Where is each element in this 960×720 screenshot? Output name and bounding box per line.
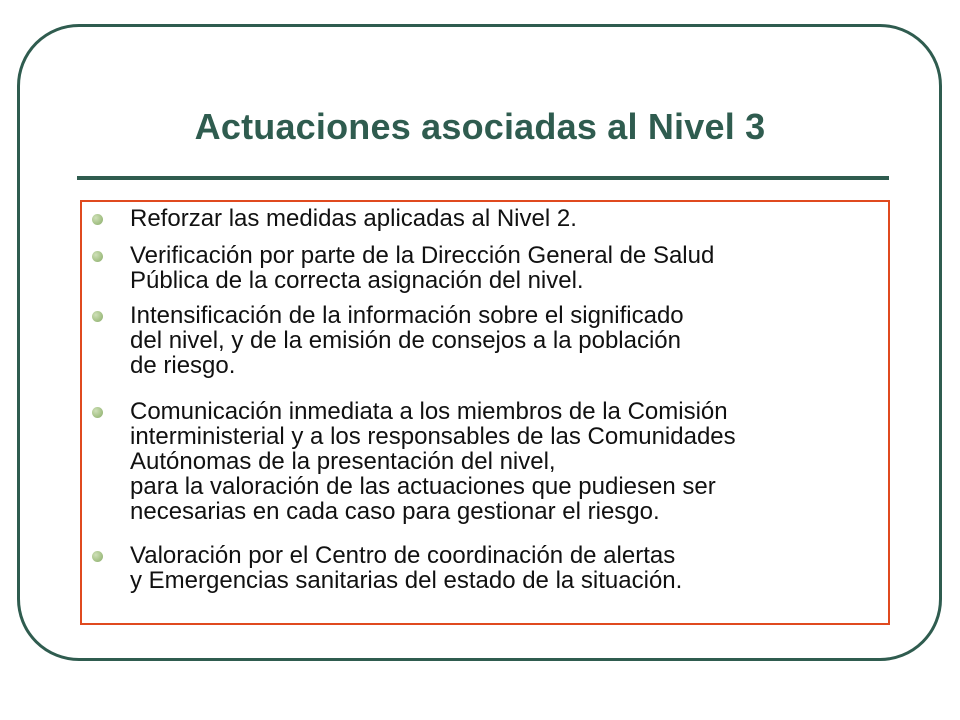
bullet-text: Intensificación de la información sobre el significado del nivel, y de la emisión de consejos a la población de riesgo. [130, 302, 684, 379]
content-box [80, 200, 890, 625]
bullet-text: Comunicación inmediata a los miembros de la Comisión interministerial y a los responsables de las Comunidades Autónomas de la presentación del nivel, para la valoración de las actuaciones que pudiesen ser necesarias en cada caso para gestionar el riesgo. [130, 398, 736, 525]
bullet-icon [92, 407, 103, 418]
bullet-text: Verificación por parte de la Dirección General de Salud Pública de la correcta asignación del nivel. [130, 242, 715, 294]
bullet-icon [92, 311, 103, 322]
title-divider [77, 176, 889, 180]
bullet-icon [92, 251, 103, 262]
bullet-text: Valoración por el Centro de coordinación de alertas y Emergencias sanitarias del estado de la situación. [130, 542, 683, 594]
bullet-icon [92, 551, 103, 562]
bullet-text: Reforzar las medidas aplicadas al Nivel 2. [130, 205, 577, 232]
slide-title: Actuaciones asociadas al Nivel 3 [194, 106, 766, 147]
bullet-icon [92, 214, 103, 225]
